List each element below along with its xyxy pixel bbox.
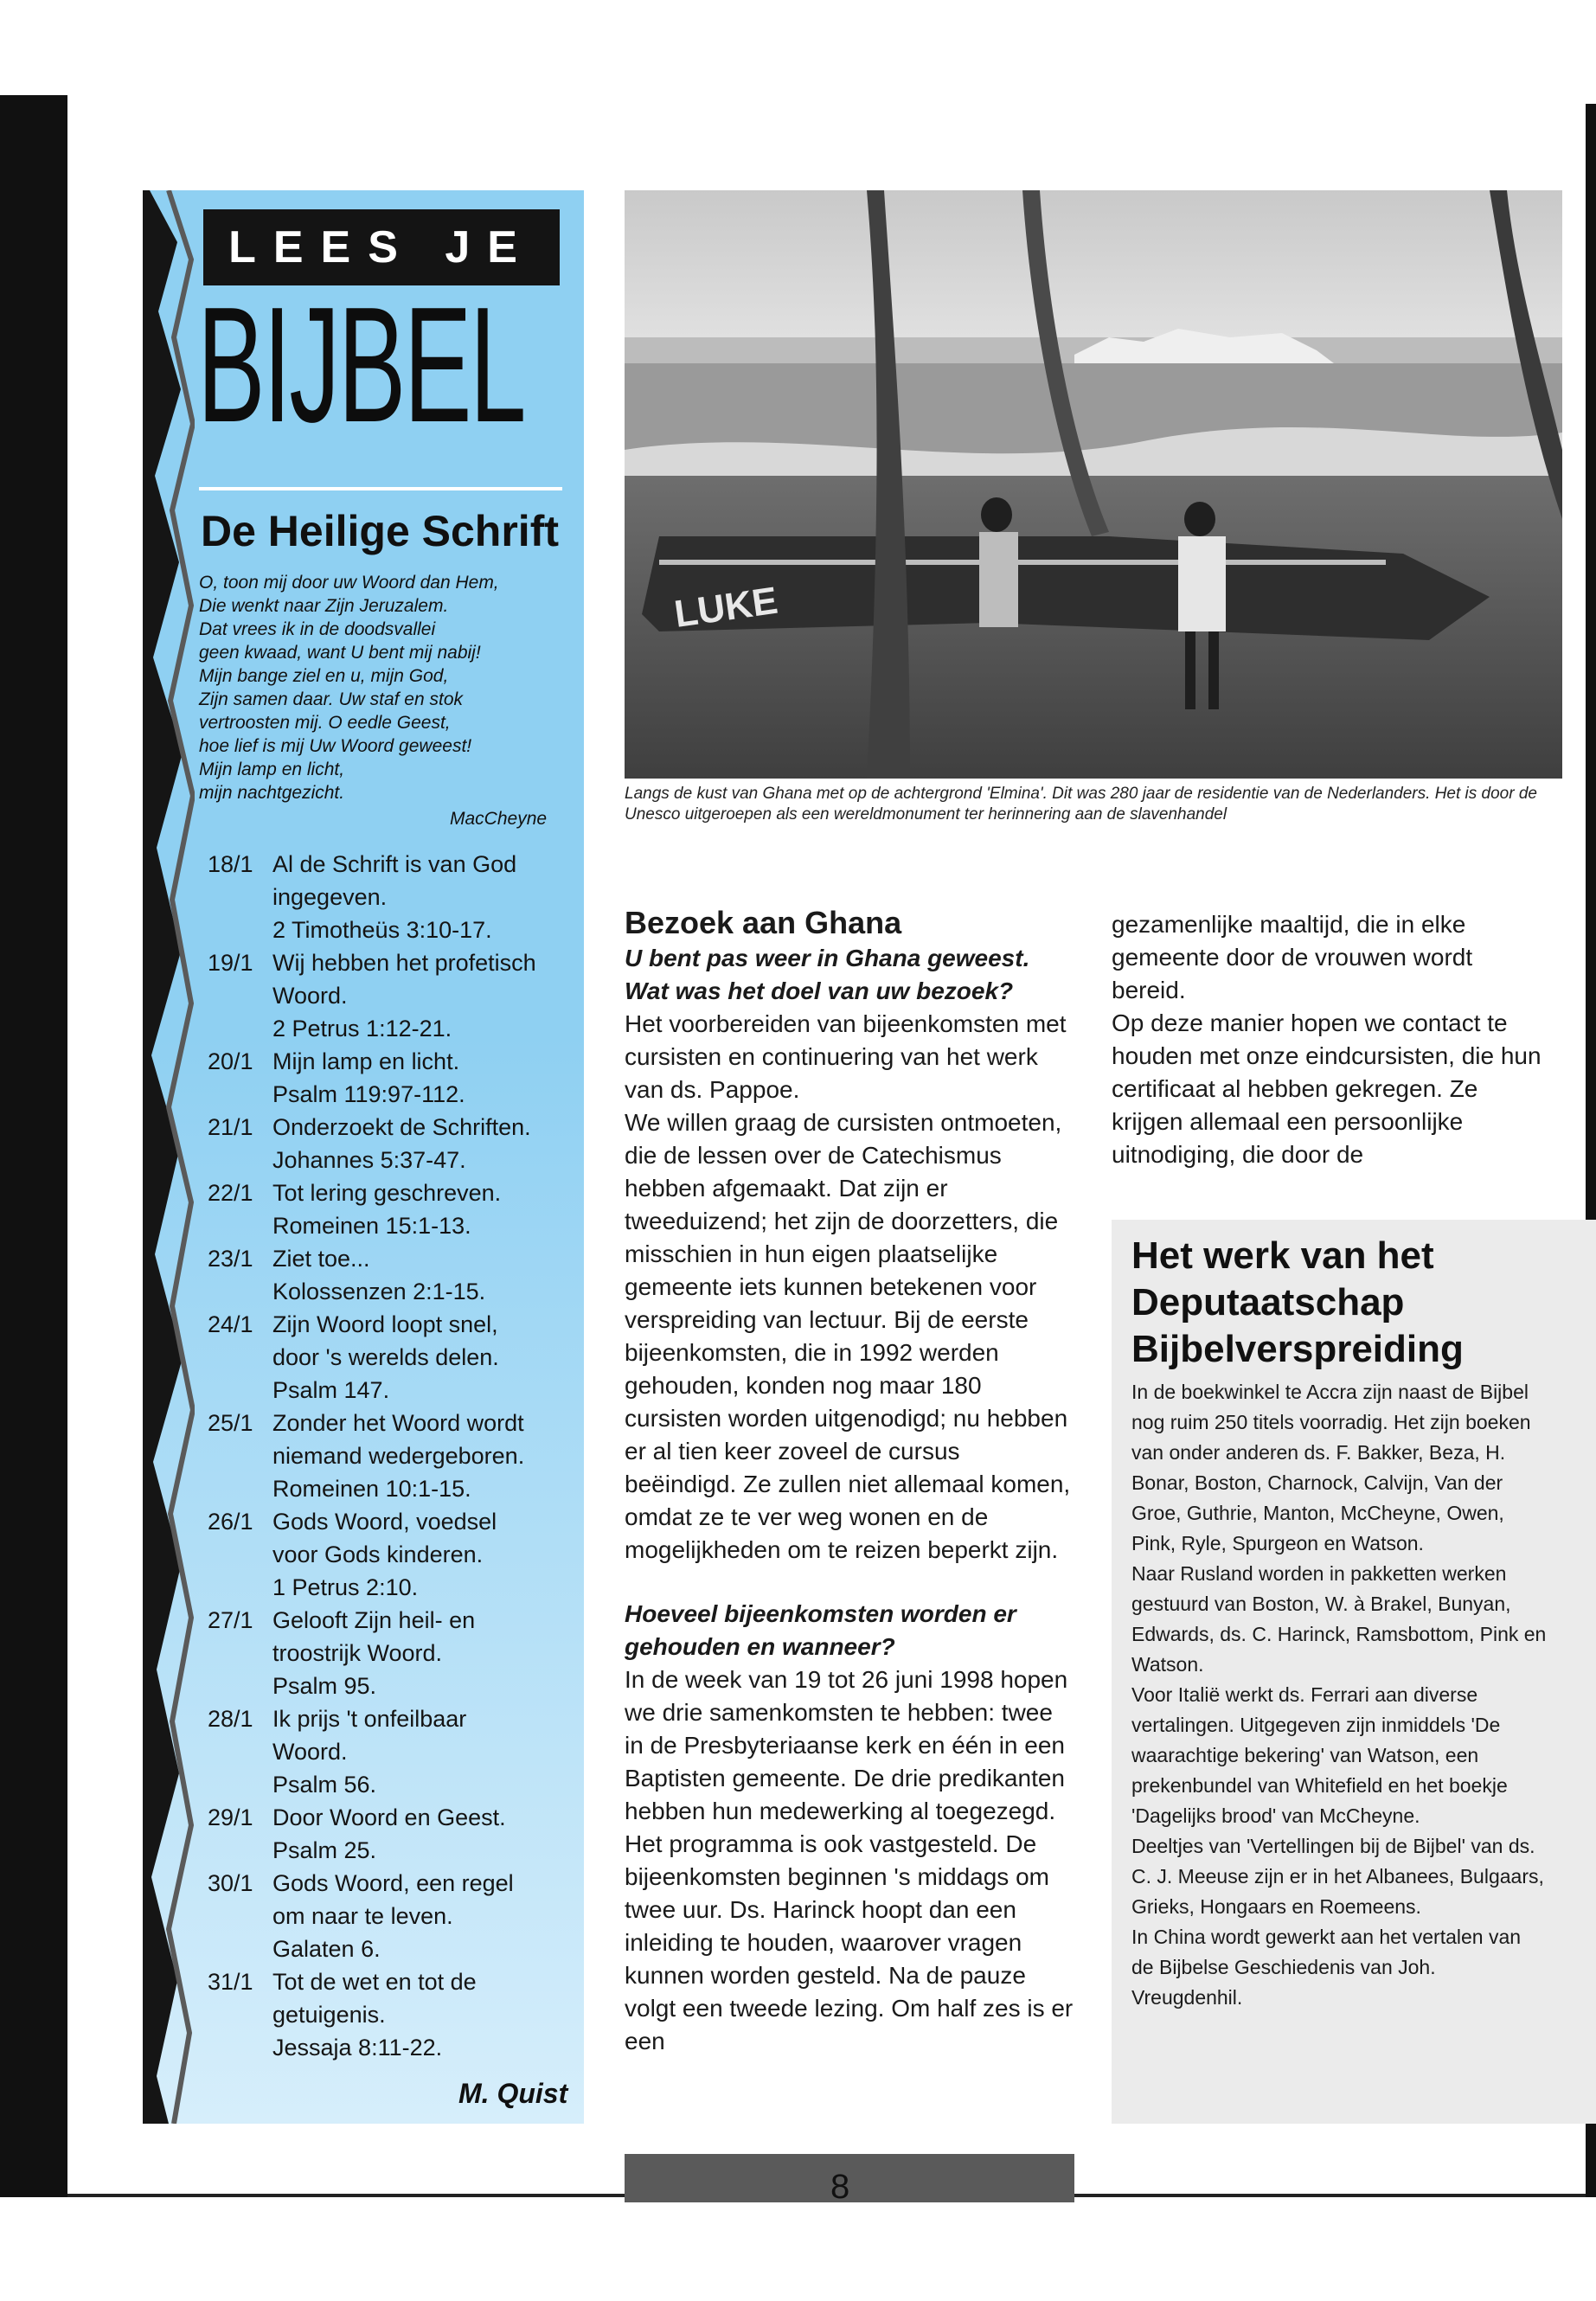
- page-number: 8: [830, 2168, 850, 2206]
- reading-line: Woord.: [272, 983, 348, 1009]
- reading-date: 31/1: [208, 1969, 253, 1995]
- article-column-right: [1112, 908, 1544, 1171]
- reading-line: Galaten 6.: [272, 1936, 381, 1962]
- poem-line: Mijn lamp en licht,: [199, 760, 345, 779]
- reading-item: [208, 1308, 571, 1407]
- reading-list: [208, 848, 571, 2064]
- reading-line: Tot de wet en tot de: [272, 1969, 477, 1995]
- poem-line: Mijn bange ziel en u, mijn God,: [199, 666, 449, 686]
- child-figure: [981, 497, 1012, 532]
- reading-date: 20/1: [208, 1048, 253, 1074]
- poem-line: Dat vrees ik in de doodsvallei: [199, 619, 436, 639]
- reading-date: 29/1: [208, 1804, 253, 1830]
- reading-item: [208, 1176, 571, 1242]
- reading-date: 27/1: [208, 1607, 253, 1633]
- poem-line: Zijn samen daar. Uw staf en stok: [199, 689, 464, 709]
- info-paragraph: In de boekwinkel te Accra zijn naast de Bijbel nog ruim 250 titels voorradig. Het zijn boeken van onder anderen ds. F. Bakker, Beza, H. Bonar, Boston, Charnock, Calvijn, Van der Groe, Guthrie, Manton, McCheyne, Owen, Pink, Ryle, Spurgeon en Watson.: [1131, 1381, 1531, 1554]
- info-paragraph: In China wordt gewerkt aan het vertalen van de Bijbelse Geschiedenis van Joh. Vreugdenhil.: [1131, 1926, 1522, 2009]
- reading-line: niemand wedergeboren.: [272, 1443, 525, 1469]
- poem-line: hoe lief is mij Uw Woord geweest!: [199, 736, 472, 756]
- boat-lettering: LUKE: [671, 579, 781, 636]
- reading-date: 23/1: [208, 1246, 253, 1272]
- info-box-text: [1131, 1377, 1547, 2013]
- poem-line: mijn nachtgezicht.: [199, 783, 345, 803]
- reading-line: Romeinen 10:1-15.: [272, 1476, 471, 1502]
- child-figure: [1184, 502, 1215, 536]
- reading-date: 22/1: [208, 1180, 253, 1206]
- reading-date: 19/1: [208, 950, 253, 976]
- reading-line: Al de Schrift is van God: [272, 851, 517, 877]
- reading-date: 26/1: [208, 1509, 253, 1535]
- reading-line: om naar te leven.: [272, 1903, 453, 1929]
- reading-item: [208, 1045, 571, 1111]
- beach-scene: [625, 190, 1562, 779]
- reading-line: Wij hebben het profetisch: [272, 950, 536, 976]
- reading-item: [208, 1801, 571, 1867]
- article-paragraph: We willen graag de cursisten ontmoeten, die de lessen over de Catechismus hebben afgemaakt. Dat zijn er tweeduizend; het zijn de doorzetters, die misschien in hun eigen plaatselijke gemeente iets kunnen betekenen voor verspreiding van lectuur. Bij de eerste bijeenkomsten, die in 1992 werden gehouden, konden nog maar 180 cursisten worden uitgenodigd; nu hebben er al tien keer zoveel de cursus beëindigd. Ze zullen niet allemaal komen, omdat ze te ver weg wonen en de mogelijkheden om te reizen beperkt zijn.: [625, 1109, 1071, 1563]
- reading-line: Woord.: [272, 1739, 348, 1765]
- poem-line: geen kwaad, want U bent mij nabij!: [199, 643, 481, 663]
- reading-line: Jessaja 8:11-22.: [272, 2035, 443, 2061]
- reading-line: Johannes 5:37-47.: [272, 1147, 466, 1173]
- reading-line: getuigenis.: [272, 2002, 386, 2028]
- reading-date: 24/1: [208, 1311, 253, 1337]
- reading-item: [208, 1604, 571, 1702]
- poem-author: MacCheyne: [450, 809, 548, 829]
- reading-line: Gods Woord, voedsel: [272, 1509, 497, 1535]
- info-box-title: Het werk van het Deputaatschap Bijbelverspreiding: [1131, 1234, 1464, 1370]
- reading-line: Onderzoekt de Schriften.: [272, 1114, 531, 1140]
- article-column-left: [625, 904, 1074, 2058]
- info-paragraph: Naar Rusland worden in pakketten werken gestuurd van Boston, W. à Brakel, Bunyan, Edwards, ds. C. Harinck, Ramsbottom, Pink en Watson.: [1131, 1562, 1547, 1676]
- article-heading: Bezoek aan Ghana: [625, 905, 902, 940]
- reading-item: [208, 1407, 571, 1505]
- info-paragraph: Deeltjes van 'Vertellingen bij de Bijbel' van ds. C. J. Meeuse zijn er in het Albanees, Bulgaars, Grieks, Hongaars en Roemeens.: [1131, 1835, 1544, 1918]
- reading-line: Psalm 95.: [272, 1673, 377, 1699]
- lees-je-banner: LEES JE: [203, 209, 560, 285]
- reading-line: door 's werelds delen.: [272, 1344, 499, 1370]
- poem: [199, 571, 562, 804]
- reading-line: ingegeven.: [272, 884, 388, 910]
- reading-item: [208, 1242, 571, 1308]
- reading-item: [208, 1965, 571, 2064]
- article-paragraph: gezamenlijke maaltijd, die in elke gemeente door de vrouwen wordt bereid.: [1112, 911, 1473, 1003]
- reading-item: [208, 1867, 571, 1965]
- reading-item: [208, 1505, 571, 1604]
- sidebar-title: De Heilige Schrift: [201, 507, 559, 555]
- reading-date: 18/1: [208, 851, 253, 877]
- reading-line: Mijn lamp en licht.: [272, 1048, 460, 1074]
- info-paragraph: Voor Italië werkt ds. Ferrari aan diverse vertalingen. Uitgegeven zijn inmiddels 'De waarachtige bekering' van Watson, een prekenbundel van Whitefield en het boekje 'Dagelijks brood' van McCheyne.: [1131, 1683, 1508, 1827]
- reading-line: Romeinen 15:1-13.: [272, 1213, 471, 1239]
- reading-line: Psalm 119:97-112.: [272, 1081, 465, 1107]
- reading-line: Psalm 147.: [272, 1377, 390, 1403]
- article-question: U bent pas weer in Ghana geweest. Wat was het doel van uw bezoek?: [625, 945, 1030, 1004]
- reading-line: 1 Petrus 2:10.: [272, 1574, 419, 1600]
- poem-line: vertroosten mij. O eedle Geest,: [199, 713, 451, 733]
- bijbel-heading: BIJBEL: [197, 273, 524, 457]
- reading-line: voor Gods kinderen.: [272, 1541, 484, 1567]
- reading-line: 2 Petrus 1:12-21.: [272, 1016, 452, 1042]
- reading-date: 30/1: [208, 1870, 253, 1896]
- reading-item: [208, 1111, 571, 1176]
- reading-line: Gelooft Zijn heil- en: [272, 1607, 476, 1633]
- heading-rule: [199, 487, 562, 490]
- author-signature: M. Quist: [458, 2078, 568, 2109]
- reading-line: Psalm 25.: [272, 1837, 377, 1863]
- reading-item: [208, 946, 571, 1045]
- reading-item: [208, 1702, 571, 1801]
- reading-line: Tot lering geschreven.: [272, 1180, 502, 1206]
- reading-line: troostrijk Woord.: [272, 1640, 443, 1666]
- reading-line: 2 Timotheüs 3:10-17.: [272, 917, 492, 943]
- article-paragraph: Op deze manier hopen we contact te houden met onze eindcursisten, die hun certificaat al hebben gekregen. Ze krijgen allemaal een persoonlijke uitnodiging, die door de: [1112, 1009, 1542, 1168]
- article-question: Hoeveel bijeenkomsten worden er gehouden en wanneer?: [625, 1600, 1016, 1660]
- article-paragraph: In de week van 19 tot 26 juni 1998 hopen we drie samenkomsten te hebben: twee in de Presbyteriaanse kerk en één in een Baptisten gemeente. De drie predikanten hebben hun medewerking al toegezegd. Het programma is ook vastgesteld. De bijeenkomsten beginnen 's middags om twee uur. Ds. Harinck hoopt dan een inleiding te houden, waarover vragen kunnen worden gesteld. Na de pauze volgt een tweede lezing. Om half zes is er een: [625, 1666, 1074, 2054]
- reading-date: 25/1: [208, 1410, 253, 1436]
- zigzag-border: [143, 190, 195, 2124]
- reading-date: 21/1: [208, 1114, 253, 1140]
- scan-edge-left: [0, 95, 67, 2197]
- reading-line: Kolossenzen 2:1-15.: [272, 1279, 486, 1304]
- reading-line: Ik prijs 't onfeilbaar: [272, 1706, 467, 1732]
- poem-line: Die wenkt naar Zijn Jeruzalem.: [199, 596, 449, 616]
- reading-line: Door Woord en Geest.: [272, 1804, 506, 1830]
- reading-line: Ziet toe...: [272, 1246, 370, 1272]
- article-paragraph: Het voorbereiden van bijeenkomsten met cursisten en continuering van het werk van ds. Pappoe.: [625, 1010, 1067, 1103]
- reading-line: Gods Woord, een regel: [272, 1870, 514, 1896]
- reading-line: Zonder het Woord wordt: [272, 1410, 524, 1436]
- beach-photo: [625, 190, 1562, 779]
- reading-line: Psalm 56.: [272, 1772, 377, 1798]
- photo-caption: Langs de kust van Ghana met op de achtergrond 'Elmina'. Dit was 280 jaar de residentie van de Nederlanders. Het is door de Unesco uitgeroepen als een wereldmonument ter herinnering aan de slavenhandel: [625, 785, 1537, 824]
- reading-line: Zijn Woord loopt snel,: [272, 1311, 498, 1337]
- reading-date: 28/1: [208, 1706, 253, 1732]
- poem-line: O, toon mij door uw Woord dan Hem,: [199, 573, 499, 593]
- reading-item: [208, 848, 571, 946]
